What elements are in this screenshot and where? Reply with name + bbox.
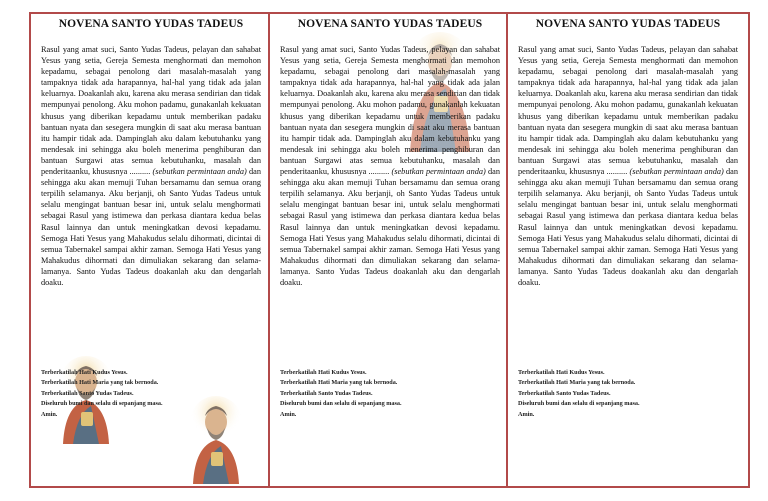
card-title: NOVENA SANTO YUDAS TADEUS: [297, 18, 483, 30]
novena-card-3: [506, 12, 750, 488]
request-placeholder: (sebutkan permintaan anda): [629, 167, 724, 177]
novena-card-1: [29, 12, 273, 488]
closing-lines: Terberkatilah Hati Kudus Yesus. Terberkatilah Hati Maria yang tak bernoda. Terberkatilah Santo Yudas Tadeus. Diseluruh bumi dan selalu di sepanjang masa. Amin.: [41, 369, 163, 418]
request-placeholder: (sebutkan permintaan anda): [152, 167, 247, 177]
prayer-text: Rasul yang amat suci, Santo Yudas Tadeus, pelayan dan sahabat Yesus yang setia, Gereja Semesta menghormati dan memohon kepadamu, sebagai penolong dari masalah-masalah yang tampaknya tidak ada harapannya, hal-hal yang tidak ada jalan keluarnya. Doakanlah aku, karena aku merasa sendirian dan tidak mempunyai penolong. Aku mohon padamu, gunakanlah kekuatan khusus yang diberikan kepadamu untuk memberikan padaku bantuan nyata dan sesegera mungkin di saat aku merasa bantuan itu hampir tidak ada. Dampinglah aku dalam kebutuhanku yang mendesak ini sehingga aku boleh menerima penghiburan dan bantuan Surgawi atas semua kebutuhanku, masalah dan penderitaanku, khususnya .......... (sebutkan permintaan anda) dan sehingga aku akan memuji Tuhan bersamamu dan semua orang terpilih selamanya. Aku berjanji, oh Santo Yudas Tadeus untuk selalu mengingat bantuan besar ini, untuk selalu menghormati sebagai Rasul yang istimewa dan perkasa diantara kedua belas Rasul lainnya dan untuk meningkatkan devosi kepadamu. Semoga Hati Yesus yang Mahakudus selalu dihormati, dicintai di semua Tabernakel sampai akhir zaman. Semoga Hati Yesus yang Mahakudus dihormati dan dimuliakan sekarang dan selama-lamanya. Santo Yudas Tadeus doakanlah aku dan dengarlah doaku.: [41, 45, 261, 287]
prayer-text: Rasul yang amat suci, Santo Yudas Tadeus, pelayan dan sahabat Yesus yang setia, Gereja Semesta menghormati dan memohon kepadamu, sebagai penolong dari masalah-masalah yang tampaknya tidak ada harapannya, hal-hal yang tidak ada jalan keluarnya. Doakanlah aku, karena aku merasa sendirian dan tidak mempunyai penolong. Aku mohon padamu, gunakanlah kekuatan khusus yang diberikan kepadamu untuk memberikan padaku bantuan nyata dan sesegera mungkin di saat aku merasa bantuan itu hampir tidak ada. Dampinglah aku dalam kebutuhanku yang mendesak ini sehingga aku boleh menerima penghiburan dan bantuan Surgawi atas semua kebutuhanku, masalah dan penderitaanku, khususnya .......... (sebutkan permintaan anda) dan sehingga aku akan memuji Tuhan bersamamu dan semua orang terpilih selamanya. Aku berjanji, oh Santo Yudas Tadeus untuk selalu mengingat bantuan besar ini, untuk selalu menghormati sebagai Rasul yang istimewa dan perkasa diantara kedua belas Rasul lainnya dan untuk meningkatkan devosi kepadamu. Semoga Hati Yesus yang Mahakudus selalu dihormati, dicintai di semua Tabernakel sampai akhir zaman. Semoga Hati Yesus yang Mahakudus dihormati dan dimuliakan sekarang dan selama-lamanya. Santo Yudas Tadeus doakanlah aku dan dengarlah doaku.: [518, 45, 738, 287]
closing-lines: Terberkatilah Hati Kudus Yesus. Terberkatilah Hati Maria yang tak bernoda. Terberkatilah Santo Yudas Tadeus. Diseluruh bumi dan selalu di sepanjang masa. Amin.: [518, 369, 640, 418]
card-title: NOVENA SANTO YUDAS TADEUS: [535, 18, 721, 30]
novena-card-2: [268, 12, 512, 488]
closing-lines: Terberkatilah Hati Kudus Yesus. Terberkatilah Hati Maria yang tak bernoda. Terberkatilah Santo Yudas Tadeus. Diseluruh bumi dan selalu di sepanjang masa. Amin.: [280, 369, 402, 418]
prayer-text: Rasul yang amat suci, Santo Yudas Tadeus, pelayan dan sahabat Yesus yang setia, Gereja Semesta menghormati dan memohon kepadamu, sebagai penolong dari masalah-masalah yang tampaknya tidak ada harapannya, hal-hal yang tidak ada jalan keluarnya. Doakanlah aku, karena aku merasa sendirian dan tidak mempunyai penolong. Aku mohon padamu, gunakanlah kekuatan khusus yang diberikan kepadamu untuk memberikan padaku bantuan nyata dan sesegera mungkin di saat aku merasa bantuan itu hampir tidak ada. Dampinglah aku dalam kebutuhanku yang mendesak ini sehingga aku boleh menerima penghiburan dan bantuan Surgawi atas semua kebutuhanku, masalah dan penderitaanku, khususnya .......... (sebutkan permintaan anda) dan sehingga aku akan memuji Tuhan bersamamu dan semua orang terpilih selamanya. Aku berjanji, oh Santo Yudas Tadeus untuk selalu mengingat bantuan besar ini, untuk selalu menghormati sebagai Rasul yang istimewa dan perkasa diantara kedua belas Rasul lainnya dan untuk meningkatkan devosi kepadamu. Semoga Hati Yesus yang Mahakudus selalu dihormati, dicintai di semua Tabernakel sampai akhir zaman. Semoga Hati Yesus yang Mahakudus dihormati dan dimuliakan sekarang dan selama-lamanya. Santo Yudas Tadeus doakanlah aku dan dengarlah doaku.: [280, 45, 500, 287]
card-title: NOVENA SANTO YUDAS TADEUS: [58, 18, 244, 30]
request-placeholder: (sebutkan permintaan anda): [391, 167, 486, 177]
